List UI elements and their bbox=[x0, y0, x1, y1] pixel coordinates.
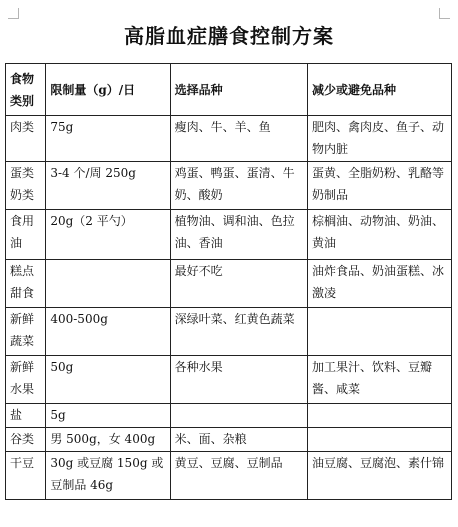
row-reduce: 油炸食品、奶油蛋糕、冰激凌 bbox=[308, 260, 452, 308]
row-reduce: 蛋黄、全脂奶粉、乳酪等奶制品 bbox=[308, 162, 452, 210]
row-choose: 植物油、调和油、色拉油、香油 bbox=[170, 210, 307, 260]
row-choose: 各种水果 bbox=[170, 356, 307, 404]
row-reduce bbox=[308, 428, 452, 452]
row-reduce: 肥肉、禽肉皮、鱼子、动物内脏 bbox=[308, 116, 452, 162]
row-category: 肉类 bbox=[6, 116, 46, 162]
header-reduce-varieties: 减少或避免品种 bbox=[308, 64, 452, 116]
row-category: 谷类 bbox=[6, 428, 46, 452]
header-daily-limit: 限制量（g）/日 bbox=[46, 64, 170, 116]
row-category: 食用油 bbox=[6, 210, 46, 260]
row-choose: 鸡蛋、鸭蛋、蛋清、牛奶、酸奶 bbox=[170, 162, 307, 210]
row-category: 蛋类奶类 bbox=[6, 162, 46, 210]
row-category: 干豆 bbox=[6, 452, 46, 500]
row-category: 新鲜水果 bbox=[6, 356, 46, 404]
table-row bbox=[6, 356, 452, 404]
row-reduce bbox=[308, 404, 452, 428]
row-limit: 30g 或豆腐 150g 或豆制品 46g bbox=[46, 452, 170, 500]
row-limit bbox=[46, 260, 170, 308]
row-category: 新鲜蔬菜 bbox=[6, 308, 46, 356]
row-limit: 400-500g bbox=[46, 308, 170, 356]
page-corner-mark-left bbox=[8, 8, 19, 19]
table-row bbox=[6, 116, 452, 162]
row-choose: 瘦肉、牛、羊、鱼 bbox=[170, 116, 307, 162]
document-title: 高脂血症膳食控制方案 bbox=[124, 24, 334, 48]
row-choose: 深绿叶菜、红黄色蔬菜 bbox=[170, 308, 307, 356]
row-limit: 75g bbox=[46, 116, 170, 162]
table-header-row bbox=[6, 64, 452, 116]
table-row bbox=[6, 210, 452, 260]
row-limit: 3-4 个/周 250g bbox=[46, 162, 170, 210]
row-reduce bbox=[308, 308, 452, 356]
table-row bbox=[6, 428, 452, 452]
header-choose-varieties: 选择品种 bbox=[170, 64, 307, 116]
row-limit: 50g bbox=[46, 356, 170, 404]
table-row bbox=[6, 260, 452, 308]
row-reduce: 棕榈油、动物油、奶油、黄油 bbox=[308, 210, 452, 260]
row-reduce: 加工果汁、饮料、豆瓣酱、咸菜 bbox=[308, 356, 452, 404]
row-limit: 5g bbox=[46, 404, 170, 428]
table-row bbox=[6, 452, 452, 500]
table-row bbox=[6, 308, 452, 356]
table-row bbox=[6, 404, 452, 428]
row-reduce: 油豆腐、豆腐泡、素什锦 bbox=[308, 452, 452, 500]
page-corner-mark-right bbox=[439, 8, 450, 19]
diet-control-table bbox=[5, 63, 452, 500]
row-choose: 黄豆、豆腐、豆制品 bbox=[170, 452, 307, 500]
header-food-category: 食物类别 bbox=[6, 64, 46, 116]
table-row bbox=[6, 162, 452, 210]
row-choose: 最好不吃 bbox=[170, 260, 307, 308]
row-choose bbox=[170, 404, 307, 428]
row-choose: 米、面、杂粮 bbox=[170, 428, 307, 452]
row-limit: 20g（2 平勺） bbox=[46, 210, 170, 260]
row-limit: 男 500g，女 400g bbox=[46, 428, 170, 452]
row-category: 糕点甜食 bbox=[6, 260, 46, 308]
row-category: 盐 bbox=[6, 404, 46, 428]
